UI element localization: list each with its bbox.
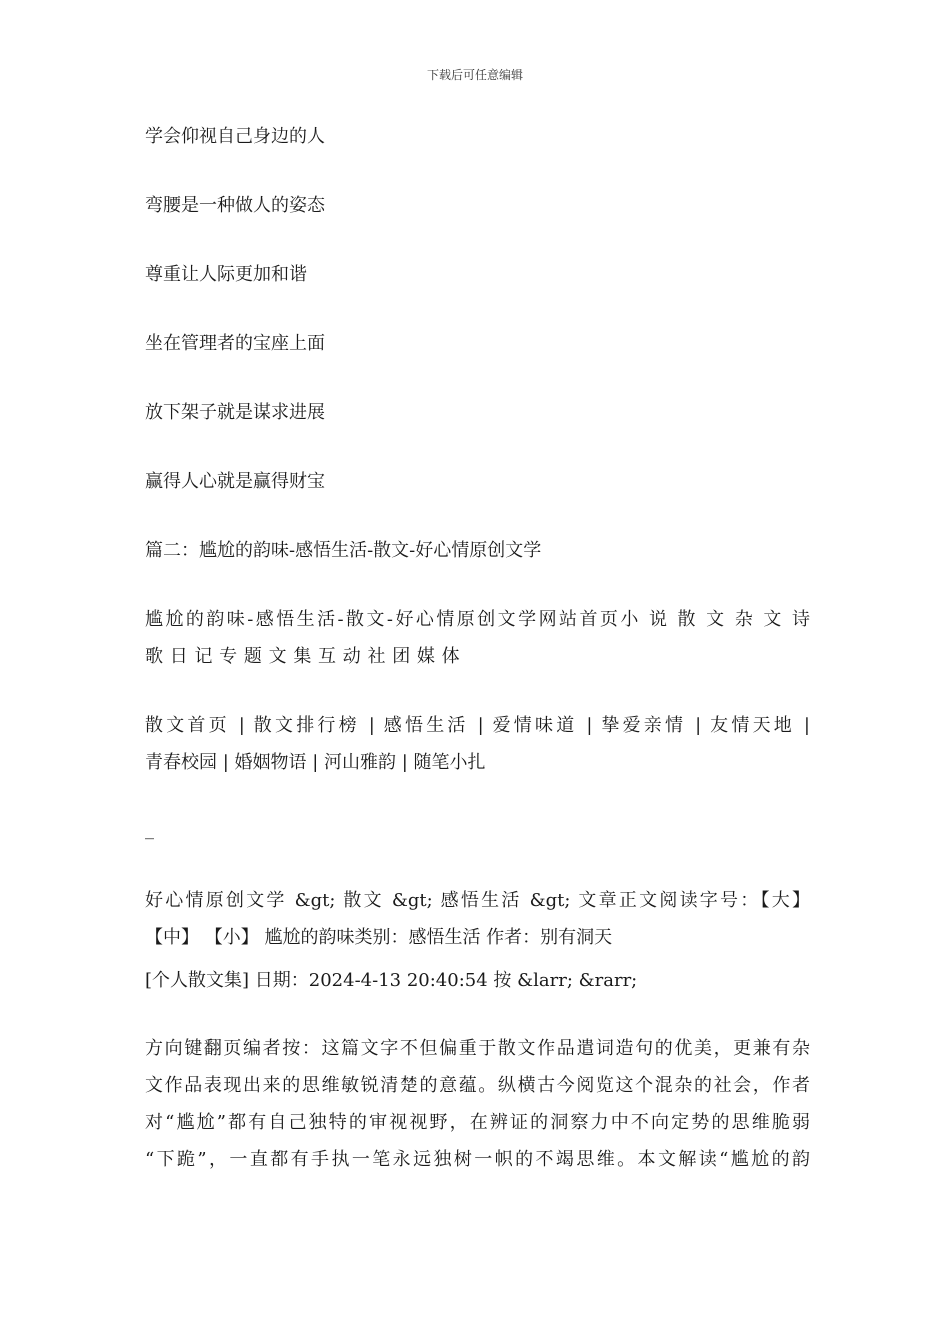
site-nav-line-1: 尴尬的韵味-感悟生活-散文-好心情原创文学网站首页小 说 散 文 杂 文 诗 bbox=[145, 609, 810, 630]
body-paragraph bbox=[145, 1038, 810, 1186]
body-paragraph-line: “下跪”，一直都有手执一笔永远独树一帜的不竭思维。本文解读“尴尬的韵 bbox=[145, 1149, 810, 1170]
body-paragraph-line: 对“尴尬”都有自己独特的审视视野，在辨证的洞察力中不向定势的思维脆弱 bbox=[145, 1112, 810, 1133]
separator-dash: _ bbox=[145, 819, 154, 840]
poem-line-4: 坐在管理者的宝座上面 bbox=[145, 333, 325, 354]
breadcrumb-line-2: 【中】 【小】 尴尬的韵味类别：感悟生活 作者：别有洞天 bbox=[145, 927, 613, 948]
poem-line-3: 尊重让人际更加和谐 bbox=[145, 264, 307, 285]
page-header-note: 下载后可任意编辑 bbox=[426, 68, 523, 82]
poem-line-1: 学会仰视自己身边的人 bbox=[145, 126, 325, 147]
category-nav-line-2: 青春校园 | 婚姻物语 | 河山雅韵 | 随笔小扎 bbox=[145, 752, 486, 773]
body-paragraph-line: 文作品表现出来的思维敏锐清楚的意蕴。纵横古今阅览这个混杂的社会，作者 bbox=[145, 1075, 810, 1096]
poem-line-5: 放下架子就是谋求进展 bbox=[145, 402, 325, 423]
poem-line-6: 赢得人心就是赢得财宝 bbox=[145, 471, 325, 492]
site-nav-line-2: 歌 日 记 专 题 文 集 互 动 社 团 媒 体 bbox=[145, 646, 461, 667]
section-title: 篇二：尴尬的韵味-感悟生活-散文-好心情原创文学 bbox=[145, 540, 542, 561]
body-paragraph-line: 方向键翻页编者按：这篇文字不但偏重于散文作品遣词造句的优美，更兼有杂 bbox=[145, 1038, 810, 1059]
category-nav-line-1: 散文首页 | 散文排行榜 | 感悟生活 | 爱情味道 | 挚爱亲情 | 友情天地 | bbox=[145, 715, 810, 736]
breadcrumb-line-1: 好心情原创文学 &gt; 散文 &gt; 感悟生活 &gt; 文章正文阅读字号：【大】 bbox=[145, 890, 810, 911]
poem-line-2: 弯腰是一种做人的姿态 bbox=[145, 195, 325, 216]
date-line: [个人散文集] 日期：2024-4-13 20:40:54 按 &larr; &rarr; bbox=[145, 970, 638, 991]
